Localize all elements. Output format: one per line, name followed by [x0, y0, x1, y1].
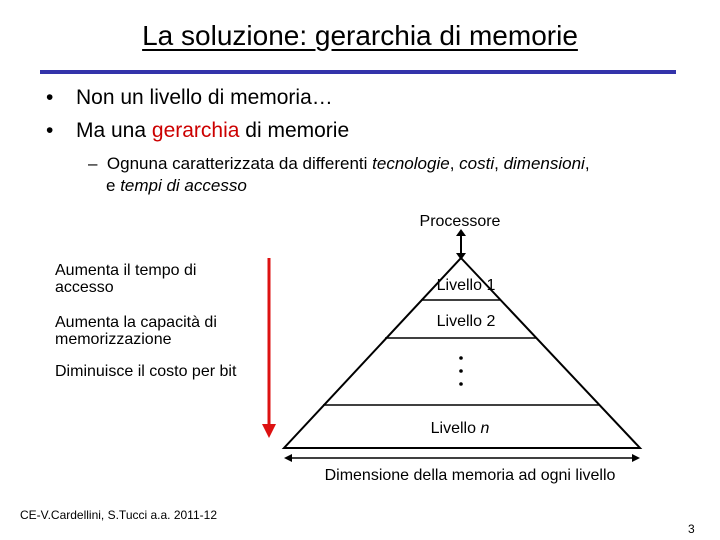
sub-text: ,: [449, 154, 460, 173]
label-line: memorizzazione: [55, 331, 172, 348]
label-line: accesso: [55, 279, 114, 296]
label-cost-per-bit: Diminuisce il costo per bit: [55, 363, 237, 380]
bullet-marker: •: [46, 119, 54, 142]
processor-arrow-down: [456, 253, 466, 260]
sub-bullet-marker: –: [88, 154, 98, 173]
sub-emphasis: tecnologie: [372, 154, 450, 173]
sub-text: ,: [494, 154, 504, 173]
sub-emphasis: tempi di accesso: [120, 176, 247, 195]
label-line: Aumenta il tempo di: [55, 262, 197, 279]
page-number: 3: [688, 522, 695, 536]
red-arrow-head: [262, 424, 276, 438]
slide-title: La soluzione: gerarchia di memorie: [142, 20, 578, 51]
size-arrow-right: [632, 454, 640, 462]
size-arrow-left: [284, 454, 292, 462]
bullet-text-post: di memorie: [239, 119, 350, 142]
level-n-label: [431, 420, 490, 437]
ellipsis-dot: [459, 382, 463, 386]
ellipsis-dot: [459, 356, 463, 360]
bullet-text-pre: Ma una: [76, 119, 152, 142]
processor-label: Processore: [419, 213, 501, 230]
bullet-highlight-word: gerarchia: [151, 119, 240, 142]
level-n-prefix: Livello: [430, 420, 481, 437]
sub-emphasis: costi: [459, 154, 495, 173]
bullet-text: Non un livello di memoria…: [76, 86, 333, 109]
footer-credit: CE-V.Cardellini, S.Tucci a.a. 2011-12: [20, 508, 217, 522]
level-n-suffix: n: [480, 420, 490, 437]
sub-emphasis: dimensioni: [503, 154, 585, 173]
memory-size-label: Dimensione della memoria ad ogni livello: [324, 467, 616, 484]
ellipsis-dot: [459, 369, 463, 373]
processor-arrow-up: [456, 229, 466, 236]
sub-text: ,: [584, 154, 590, 173]
label-line: Aumenta la capacità di: [55, 314, 217, 331]
level-2-label: Livello 2: [436, 313, 496, 330]
bullet-marker: •: [46, 86, 54, 109]
level-1-label: Livello 1: [436, 277, 496, 294]
sub-text: e: [106, 176, 121, 195]
sub-text: Ognuna caratterizzata da differenti: [106, 154, 373, 173]
